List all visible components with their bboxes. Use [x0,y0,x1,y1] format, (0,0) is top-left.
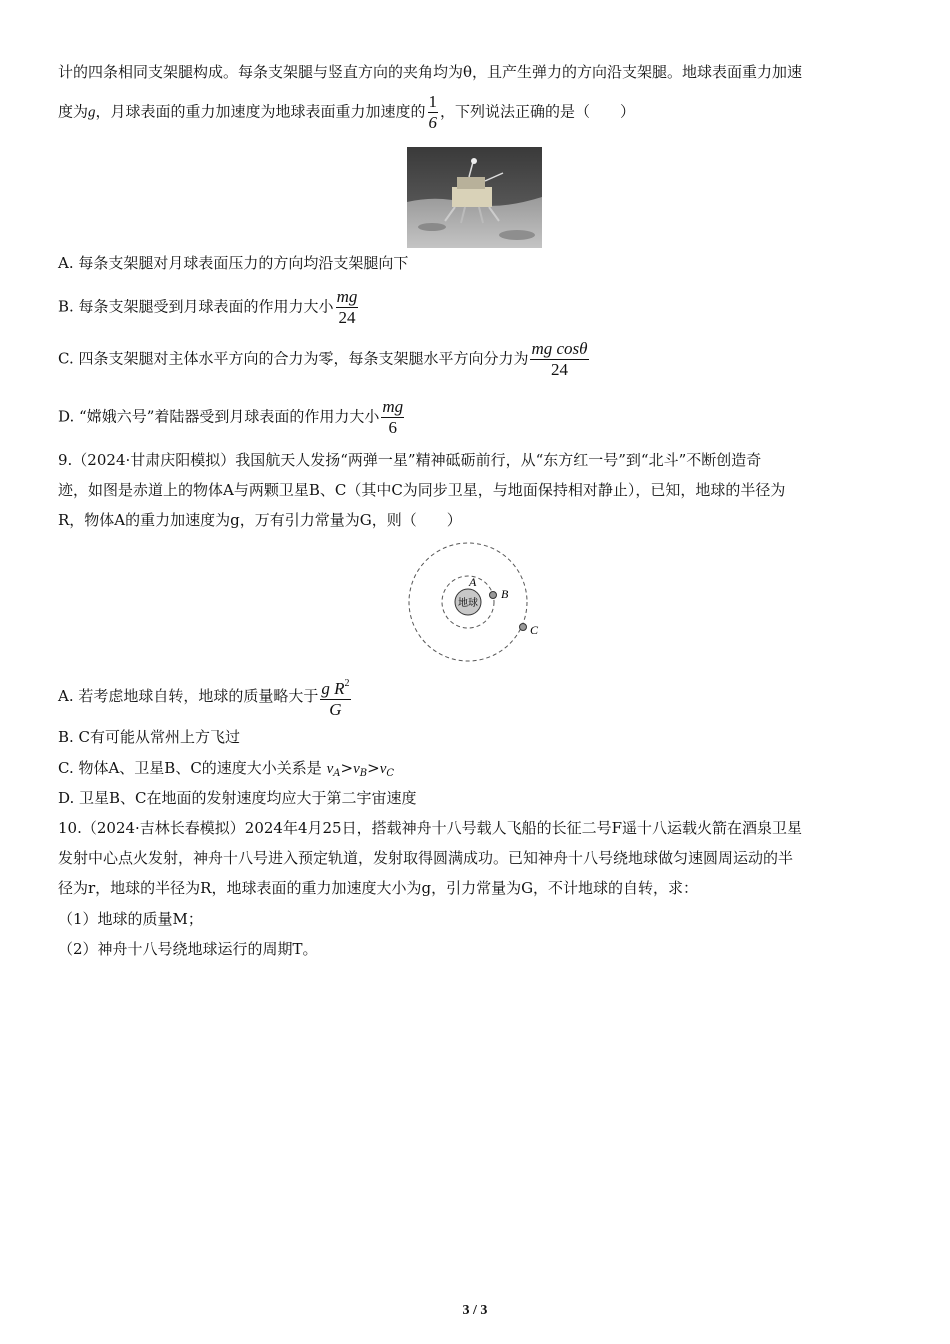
fraction-mg-cos-24: $\frac{\text{mg cosθ}}{24}$ [531,339,588,379]
orbit-diagram [405,538,539,666]
lunar-lander-photo [407,147,542,248]
q8-option-a: A. 每条支架腿对月球表面压力的方向均沿支架腿向下 [58,254,409,272]
q10-line-2: 发射中心点火发射，神舟十八号进入预定轨道，发射取得圆满成功。已知神舟十八号绕地球做匀速圆周运动的半 [58,849,794,867]
q9-line-2: 迹，如图是赤道上的物体A与两颗卫星B、C（其中C为同步卫星，与地面保持相对静止），已知，地球的半径为 [58,481,786,499]
q8-option-c: C. 四条支架腿对主体水平方向的合力为零，每条支架腿水平方向分力为 $\frac{\text{mg cosθ}}{24}$ [58,339,588,379]
fraction-mg-24: $\frac{mg}{24}$ [336,287,358,327]
label-c: C [530,623,539,637]
q9-line-1: 9.（2024·甘肃庆阳模拟）我国航天人发扬“两弹一星”精神砥砺前行，从“东方红一号”到“北斗”不断创造奇 [58,451,762,469]
q10-sub-1: （1）地球的质量M； [58,910,203,928]
q9-option-c: C. 物体A、卫星B、C的速度大小关系是 $v_A>v_B>v_C$ [58,759,395,779]
fraction-one-sixth: $\frac{1}{6}$ [428,92,438,132]
fraction-mg-6: $\frac{mg}{6}$ [382,397,404,437]
q9-option-d: D. 卫星B、C在地面的发射速度均应大于第二宇宙速度 [58,789,417,807]
q9-line-3: R，物体A的重力加速度为g，万有引力常量为G，则（ ） [58,511,462,529]
label-b: B [501,587,509,601]
q10-line-3: 径为r，地球的半径为R，地球表面的重力加速度大小为g，引力常量为G，不计地球的自转，求： [58,879,699,897]
page-number: 3 / 3 [462,1303,488,1318]
intro-line-2: 度为g，月球表面的重力加速度为地球表面重力加速度的 $\frac{1}{6}$ ，下列说法正确的是（ ） [58,92,636,132]
q10-line-1: 10.（2024·吉林长春模拟）2024年4月25日，搭载神舟十八号载人飞船的长征二号F遥十八运载火箭在酒泉卫星 [58,819,803,837]
q8-option-b: B. 每条支架腿受到月球表面的作用力大小 $\frac{mg}{24}$ [58,287,358,327]
q8-option-d: D. “嫦娥六号”着陆器受到月球表面的作用力大小 $\frac{mg}{6}$ [58,397,404,437]
earth-label: 地球 [458,598,478,609]
label-a: A [469,575,477,589]
q10-sub-2: （2）神舟十八号绕地球运行的周期T。 [58,940,318,958]
satellite-b [490,592,497,599]
q9-option-a: A. 若考虑地球自转，地球的质量略大于 $\frac{g R^2}{G}$ [58,674,353,720]
intro-line-1: 计的四条相同支架腿构成。每条支架腿与竖直方向的夹角均为θ，且产生弹力的方向沿支架腿。地球表面重力加速 [58,63,803,81]
q9-option-b: B. C有可能从常州上方飞过 [58,728,241,746]
satellite-c [520,624,527,631]
fraction-gR2-G: $\frac{g R^2}{G}$ [320,674,350,720]
